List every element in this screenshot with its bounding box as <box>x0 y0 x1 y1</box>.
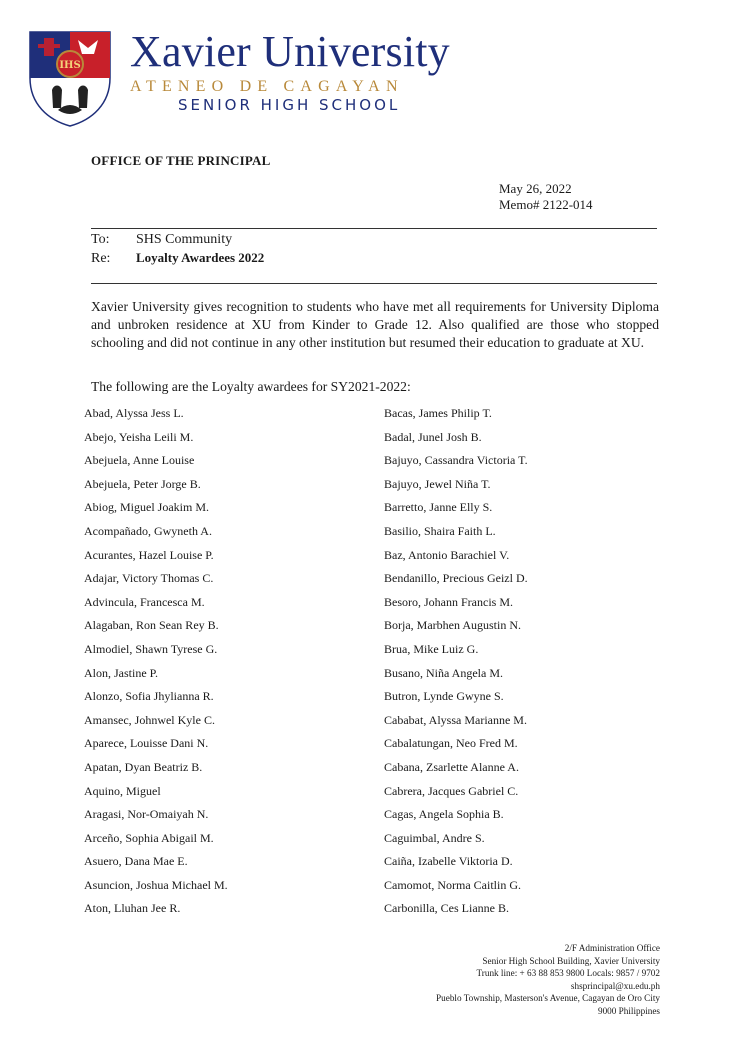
crest-monogram: IHS <box>59 60 81 71</box>
awardee-name: Aquino, Miguel <box>84 783 161 798</box>
awardee-name: Asuero, Dana Mae E. <box>84 854 188 869</box>
awardee-name: Abiog, Miguel Joakim M. <box>84 500 209 515</box>
awardee-name: Bajuyo, Jewel Niña T. <box>384 476 491 491</box>
awardee-name: Adajar, Victory Thomas C. <box>84 571 214 586</box>
university-subtitle: ATENEO DE CAGAYAN <box>130 78 404 95</box>
awardee-name: Camomot, Norma Caitlin G. <box>384 877 521 892</box>
memo-number: Memo# 2122-014 <box>499 197 593 212</box>
awardees-list-right <box>384 406 528 925</box>
footer-line: 2/F Administration Office <box>564 943 660 953</box>
awardee-name: Acompañado, Gwyneth A. <box>84 523 212 538</box>
awardee-name: Aragasi, Nor-Omaiyah N. <box>84 807 209 822</box>
awardee-name: Arceño, Sophia Abigail M. <box>84 830 214 845</box>
memo-date-block <box>499 181 593 213</box>
awardee-name: Brua, Mike Luiz G. <box>384 641 479 656</box>
awardee-name: Busano, Niña Angela M. <box>384 665 503 680</box>
re-field <box>91 250 264 267</box>
awardee-name: Cababat, Alyssa Marianne M. <box>384 712 527 727</box>
awardee-name: Badal, Junel Josh B. <box>384 429 482 444</box>
awardee-name: Advincula, Francesca M. <box>84 594 205 609</box>
memo-date: May 26, 2022 <box>499 181 572 196</box>
awardee-name: Alon, Jastine P. <box>84 665 159 680</box>
awardee-name: Besoro, Johann Francis M. <box>384 594 513 609</box>
office-address-footer <box>436 942 660 1018</box>
awardee-name: Cabana, Zsarlette Alanne A. <box>384 759 519 774</box>
awardee-name: Borja, Marbhen Augustin N. <box>384 618 521 633</box>
memo-body: Xavier University gives recognition to students who have met all requirements for University Diploma and unbroken residence at XU from Kinder to Grade 12. Also qualified are those who stopped schooling and did not continue in any other institution but resumed their education to graduate at XU. <box>91 299 659 350</box>
footer-line: Trunk line: + 63 88 853 9800 Locals: 9857 / 9702 <box>476 968 660 979</box>
awardee-name: Alonzo, Sofia Jhylianna R. <box>84 689 214 704</box>
university-name: Xavier University <box>130 27 450 76</box>
footer-line: Senior High School Building, Xavier University <box>482 955 660 966</box>
footer-line: 9000 Philippines <box>597 1005 660 1016</box>
awardee-name: Bacas, James Philip T. <box>384 406 492 420</box>
awardee-name: Baz, Antonio Barachiel V. <box>384 547 510 562</box>
awardee-name: Abejuela, Anne Louise <box>84 453 195 468</box>
awardee-name: Aparece, Louisse Dani N. <box>84 736 209 751</box>
awardee-name: Caiña, Izabelle Viktoria D. <box>384 854 513 869</box>
awardee-name: Alagaban, Ron Sean Rey B. <box>84 618 219 633</box>
office-heading: OFFICE OF THE PRINCIPAL <box>91 153 271 168</box>
footer-line: Pueblo Township, Masterson's Avenue, Cagayan de Oro City <box>436 993 660 1004</box>
awardee-name: Abejo, Yeisha Leili M. <box>84 429 194 444</box>
awardee-name: Butron, Lynde Gwyne S. <box>384 689 504 704</box>
awardee-name: Cabalatungan, Neo Fred M. <box>384 736 518 751</box>
awardee-name: Asuncion, Joshua Michael M. <box>84 877 228 892</box>
awardee-name: Apatan, Dyan Beatriz B. <box>84 759 203 774</box>
awardee-name: Almodiel, Shawn Tyrese G. <box>84 641 218 656</box>
awardee-name: Acurantes, Hazel Louise P. <box>84 547 214 562</box>
awardees-list-left <box>84 406 228 925</box>
awardee-name: Carbonilla, Ces Lianne B. <box>384 901 509 916</box>
awardee-name: Aton, Lluhan Jee R. <box>84 901 181 916</box>
footer-email: shsprincipal@xu.edu.ph <box>570 980 660 991</box>
awardee-name: Bendanillo, Precious Geizl D. <box>384 571 528 586</box>
awardee-name: Caguimbal, Andre S. <box>384 830 485 845</box>
awardee-name: Bajuyo, Cassandra Victoria T. <box>384 453 528 468</box>
to-value: SHS Community <box>136 232 233 247</box>
awardee-name: Cagas, Angela Sophia B. <box>384 807 504 822</box>
awardee-name: Barretto, Janne Elly S. <box>384 500 493 515</box>
to-label: To: <box>91 232 110 247</box>
school-name: SENIOR HIGH SCHOOL <box>178 96 401 114</box>
awardees-intro: The following are the Loyalty awardees for SY2021-2022: <box>91 379 411 394</box>
university-crest-logo <box>28 30 112 128</box>
awardee-name: Basilio, Shaira Faith L. <box>384 523 496 538</box>
re-value: Loyalty Awardees 2022 <box>136 250 265 265</box>
awardee-name: Abad, Alyssa Jess L. <box>84 406 184 420</box>
to-field <box>91 232 232 248</box>
re-label: Re: <box>91 251 111 266</box>
divider-bottom <box>91 283 657 284</box>
awardee-name: Abejuela, Peter Jorge B. <box>84 476 201 491</box>
awardee-name: Amansec, Johnwel Kyle C. <box>84 712 215 727</box>
divider-top <box>91 228 657 229</box>
awardee-name: Cabrera, Jacques Gabriel C. <box>384 783 519 798</box>
